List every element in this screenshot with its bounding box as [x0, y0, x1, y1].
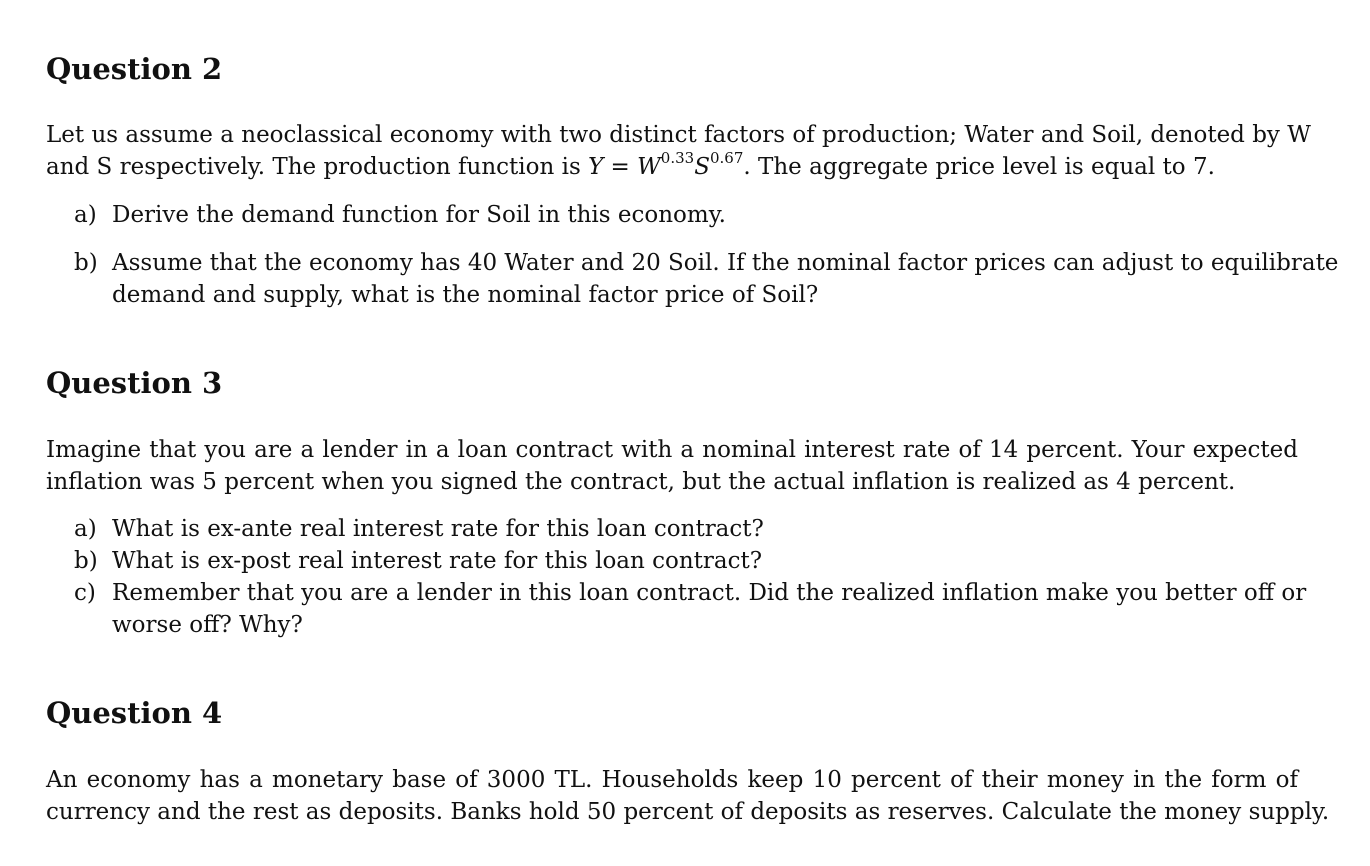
question-3-item-a-text: What is ex-ante real interest rate for this loan contract? — [112, 516, 764, 542]
formula-output-variable: Y — [588, 154, 604, 180]
formula-water-exponent: 0.33 — [660, 149, 695, 168]
question-3-item-c-text-line-2: worse off? Why? — [112, 612, 303, 638]
question-3-intro-line-2: inflation was 5 percent when you signed the contract, but the actual inflation is realized as 4 percent. — [46, 469, 1236, 495]
question-3-item-a-label: a) — [74, 516, 97, 542]
question-3-heading: Question 3 — [46, 366, 223, 400]
question-3-item-b-text: What is ex-post real interest rate for this loan contract? — [112, 548, 763, 574]
question-2-intro-line-1: Let us assume a neoclassical economy with two distinct factors of production; Water and Soil, denoted by W — [46, 122, 1311, 148]
question-2-item-b-text-line-1: Assume that the economy has 40 Water and 20 Soil. If the nominal factor prices can adjust to equilibrate — [112, 250, 1339, 276]
question-2-item-a-label: a) — [74, 202, 97, 228]
formula-equals: = — [603, 154, 638, 180]
question-3-intro-line-1: Imagine that you are a lender in a loan contract with a nominal interest rate of 14 percent. Your expected — [46, 437, 1298, 463]
question-4-intro-line-1: An economy has a monetary base of 3000 TL. Households keep 10 percent of their money in the form of — [46, 767, 1298, 793]
intro-text-after-formula: . The aggregate price level is equal to 7. — [743, 154, 1215, 180]
intro-text-before-formula: and S respectively. The production function is — [46, 154, 589, 180]
question-2-item-b-text-line-2: demand and supply, what is the nominal factor price of Soil? — [112, 282, 819, 308]
question-3-item-c-label: c) — [74, 580, 96, 606]
question-4-heading: Question 4 — [46, 696, 223, 730]
formula-soil-exponent: 0.67 — [709, 149, 744, 168]
question-4-intro-line-2: currency and the rest as deposits. Banks hold 50 percent of deposits as reserves. Calculate the money supply. — [46, 799, 1330, 825]
question-2-item-a-text: Derive the demand function for Soil in this economy. — [112, 202, 726, 228]
formula-soil-variable: S — [694, 154, 710, 180]
question-2-intro-line-2 — [46, 149, 1298, 182]
question-2-item-b-label: b) — [74, 250, 98, 276]
question-2-heading: Question 2 — [46, 52, 223, 86]
question-3-item-b-label: b) — [74, 548, 98, 574]
formula-water-variable: W — [637, 154, 661, 180]
question-3-item-c-text-line-1: Remember that you are a lender in this loan contract. Did the realized inflation make you better off or — [112, 580, 1307, 606]
